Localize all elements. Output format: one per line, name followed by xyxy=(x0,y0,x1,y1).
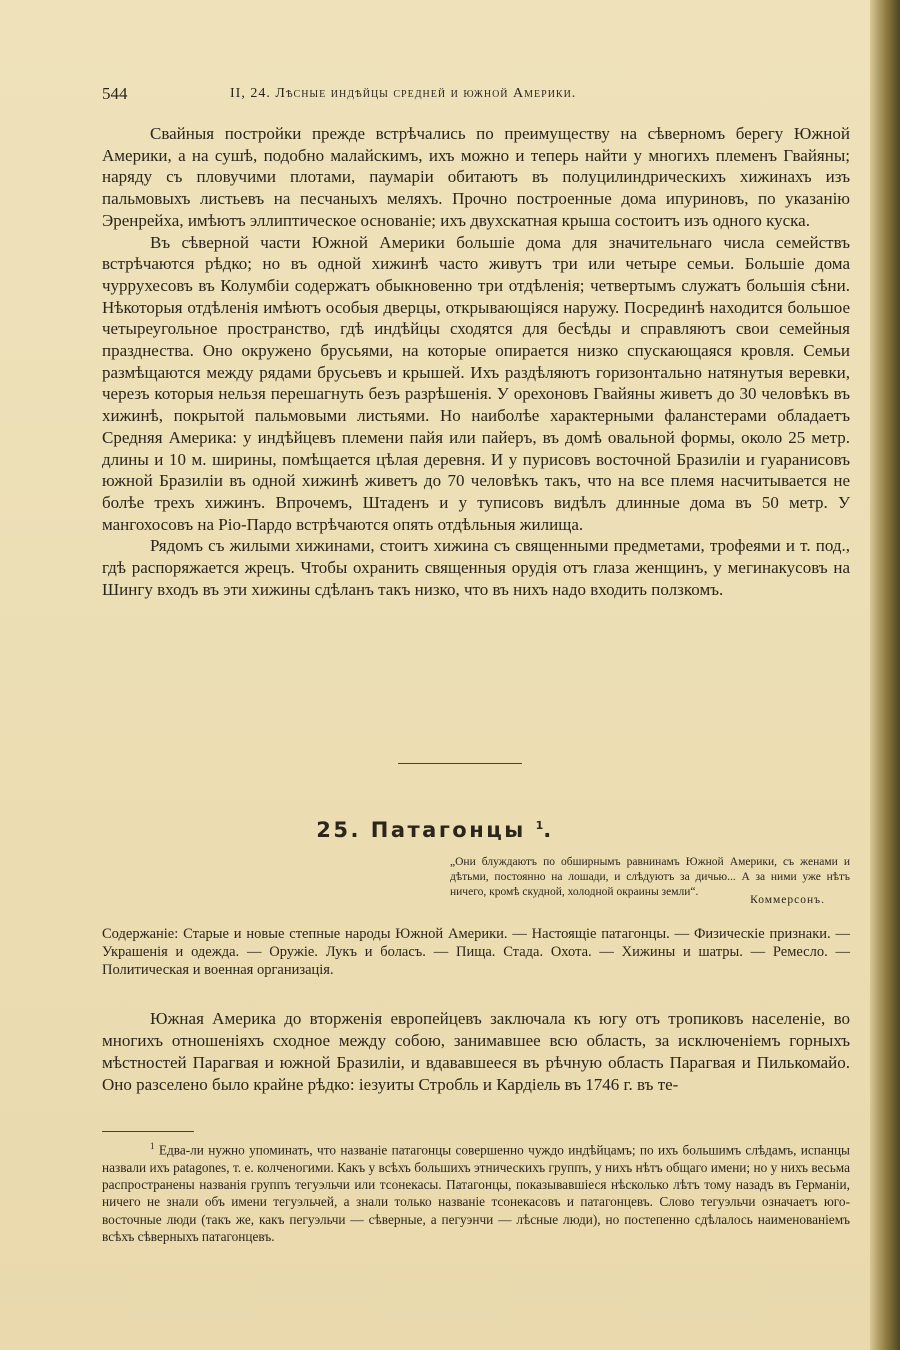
section-24-text xyxy=(102,123,850,600)
section-25-text xyxy=(102,1008,850,1096)
page-number: 544 xyxy=(102,84,128,103)
paragraph: Въ сѣверной части Южной Америки большіе дома для значительнаго числа семействъ встрѣчаются рѣдко; но въ одной хижинѣ часто живутъ три или четыре семьи. Большіе дома чуррухесовъ въ Колумбіи содержатъ обыкновенно три отдѣленія; четвертымъ служатъ большія сѣни. Нѣкоторыя отдѣленія имѣютъ особыя дверцы, открывающіяся наружу. Посрединѣ находится большое четыреугольное пространство, гдѣ индѣйцы сходятся для бесѣды и справляютъ свои семейныя празднества. Оно окружено брусьями, на которые опирается низко спускающаяся кровля. Семьи размѣщаются между рядами брусьевъ и крышей. Ихъ раздѣляютъ горизонтально натянутыя веревки, черезъ которыя нельзя перешагнуть безъ разрѣшенія. У орехоновъ Гвайяны живетъ до 30 человѣкъ въ хижинѣ, покрытой пальмовыми листьями. Но наиболѣе характерными фаланстерами обладаетъ Средняя Америка: у индѣйцевъ племени пайя или пайеръ, въ домѣ овальной формы, около 25 метр. длины и 10 м. ширины, помѣщается цѣлая деревня. И у пурисовъ восточной Бразиліи и гуаранисовъ южной Бразиліи въ одной хижинѣ живетъ до 70 человѣкъ такъ, что на все племя насчитывается не болѣе трехъ хижинъ. Впрочемъ, Штаденъ и у туписовъ видѣлъ длинные дома въ 50 метр. У мангохосовъ на Ріо-Пардо встрѣчаются опять отдѣльныя жилища. xyxy=(102,232,850,534)
epigraph-author: Коммерсонъ. xyxy=(750,894,825,906)
footnote-rule xyxy=(102,1131,194,1132)
section-divider xyxy=(398,763,522,764)
page-header xyxy=(102,84,850,108)
contents-summary: Содержаніе: Старые и новые степные народы Южной Америки. — Настоящіе патагонцы. — Физическіе признаки. — Украшенія и одежда. — Оружіе. Лукъ и боласъ. — Пища. Стада. Охота. — Хижины и шатры. — Ремесло. — Политическая и военная организація. xyxy=(102,926,850,978)
epigraph: „Они блуждаютъ по обширнымъ равнинамъ Южной Америки, съ женами и дѣтьми, постоянно на лошади, и слѣдуютъ за дичью... А за ними уже нѣтъ ничего, кромѣ скудной, холодной окраины земли“. xyxy=(450,856,850,898)
footnote-number: 1 xyxy=(150,1141,155,1151)
section-title: 25. Патагонцы $^1$. xyxy=(316,818,554,842)
book-spine-edge xyxy=(870,0,900,1350)
paragraph: Свайныя постройки прежде встрѣчались по преимуществу на сѣверномъ берегу Южной Америки, а на сушѣ, подобно малайскимъ, ихъ можно и теперь найти у многихъ племенъ Гвайяны; наряду съ пловучими плотами, паумаріи обитаютъ въ полуцилиндрическихъ хижинахъ изъ пальмовыхъ листьевъ на песчаныхъ меляхъ. Прочно построенные дома ипуриновъ, по указанію Эренрейха, имѣютъ эллиптическое основаніе; ихъ двухскатная крыша состоитъ изъ одного куска. xyxy=(102,124,850,230)
running-head: II, 24. Лѣсные индѣйцы средней и южной Америки. xyxy=(230,86,577,101)
footnote-marker: 1 xyxy=(535,819,544,832)
paragraph: Рядомъ съ жилыми хижинами, стоитъ хижина съ священными предметами, трофеями и т. под., гдѣ распоряжается жрецъ. Чтобы охранить священныя орудія отъ глаза женщинъ, у мегинакусовъ на Шингу входъ въ эти хижины сдѣланъ такъ низко, что въ нихъ надо входить ползкомъ. xyxy=(102,536,850,599)
paragraph: Южная Америка до вторженія европейцевъ заключала къ югу отъ тропиковъ населеніе, во многихъ отношеніяхъ сходное между собою, занимавшее всю область, за исключеніемъ горныхъ мѣстностей Парагвая и южной Бразиліи, и вдававшееся въ рѣчную область Парагвая и Пилькомайо. Оно разселено было крайне рѣдко: іезуиты Стробль и Кардіель въ 1746 г. въ те- xyxy=(102,1009,850,1094)
section-title-text: 25. Патагонцы xyxy=(316,818,526,842)
footnote xyxy=(102,1138,850,1245)
footnote-text: Едва-ли нужно упоминать, что названіе патагонцы совершенно чуждо индѣйцамъ; по ихъ большимъ слѣдамъ, испанцы назвали ихъ patagones, т. е. колченогими. Какъ у всѣхъ большихъ этническихъ группъ, у нихъ нѣтъ общаго имени; но у нихъ весьма распространены названія группъ тегуэльчи или тсонекасы. Патагонцы, показывавшіеся нѣсколько лѣтъ тому назадъ въ Германіи, ничего не знали объ имени тегуэльчей, а знали только названіе тсонекасовъ и патагонцевъ. Слово тегуэльчи означаетъ юго-восточные люди (такъ же, какъ пегуэльчи — сѣверные, а пегуэнчи — лѣсные люди), но постепенно сдѣлалось наименованіемъ всѣхъ сѣверныхъ патагонцевъ. xyxy=(102,1142,850,1244)
